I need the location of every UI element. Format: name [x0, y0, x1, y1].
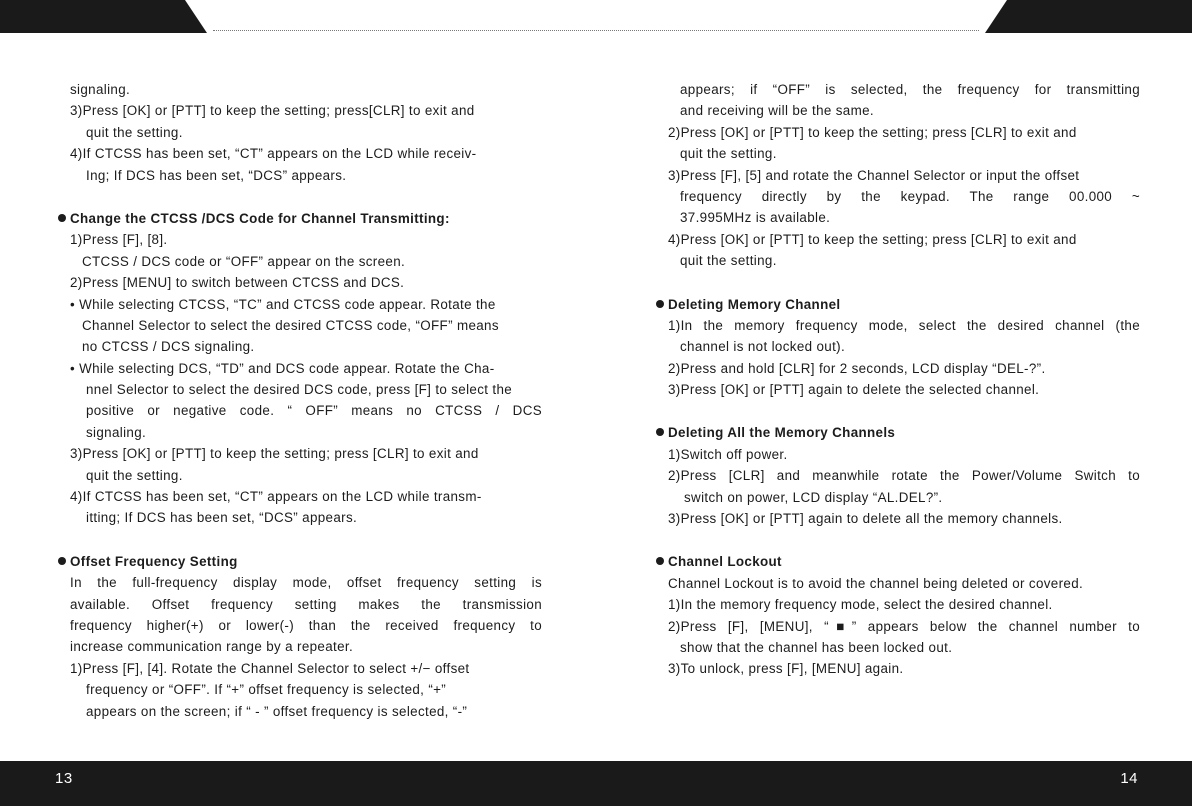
- text-line: In the full-frequency display mode, offset frequency setting is: [70, 575, 542, 591]
- text-line: 1)In the memory frequency mode, select the desired channel.: [668, 597, 1053, 613]
- right-page-column: [656, 79, 1142, 680]
- text-line: 37.995MHz is available.: [680, 210, 831, 226]
- text-line: available. Offset frequency setting makes the transmission: [70, 596, 542, 612]
- text-line: signaling.: [86, 424, 147, 440]
- text-line: quit the setting.: [86, 467, 183, 483]
- text-line: 4)Press [OK] or [PTT] to keep the setting; press [CLR] to exit and: [668, 231, 1077, 247]
- text-line: CTCSS / DCS code or “OFF” appear on the screen.: [82, 253, 406, 269]
- section-spacer: [656, 400, 1142, 422]
- section-spacer: [656, 529, 1142, 551]
- section-heading: Channel Lockout: [656, 551, 1142, 572]
- page-number-left: 13: [55, 770, 73, 787]
- dotted-rule: [213, 30, 979, 31]
- text-line: appears on the screen; if “ - ” offset frequency is selected, “-”: [86, 703, 468, 719]
- section-spacer: [656, 272, 1142, 294]
- text-line: positive or negative code. “ OFF” means no CTCSS / DCS: [86, 403, 542, 419]
- section-heading: Offset Frequency Setting: [58, 551, 544, 572]
- text-line: frequency higher(+) or lower(-) than the received frequency to: [70, 617, 542, 633]
- text-line: 1)Switch off power.: [668, 446, 788, 462]
- text-line: 1)Press [F], [8].: [70, 232, 168, 248]
- text-line: 3)Press [OK] or [PTT] to keep the setting; press [CLR] to exit and: [70, 446, 479, 462]
- text-line: 1)In the memory frequency mode, select the desired channel (the: [668, 317, 1140, 333]
- top-decorative-bar: [0, 0, 1192, 33]
- top-bar-notch: [185, 0, 1007, 33]
- text-line: Ing; If DCS has been set, “DCS” appears.: [86, 167, 347, 183]
- bottom-footer-bar: [0, 761, 1192, 806]
- text-line: no CTCSS / DCS signaling.: [82, 339, 255, 355]
- text-line: 4)If CTCSS has been set, “CT” appears on the LCD while receiv-: [70, 146, 477, 162]
- text-line: 2)Press [CLR] and meanwhile rotate the Power/Volume Switch to: [668, 468, 1140, 484]
- text-line: 3)Press [OK] or [PTT] again to delete all the memory channels.: [668, 511, 1063, 527]
- text-line: 3)Press [OK] or [PTT] to keep the setting; press[CLR] to exit and: [70, 103, 475, 119]
- text-line: Channel Selector to select the desired CTCSS code, “OFF” means: [82, 317, 499, 333]
- text-line: quit the setting.: [680, 146, 777, 162]
- section-heading: Change the CTCSS /DCS Code for Channel Transmitting:: [58, 208, 544, 229]
- section-heading: Deleting Memory Channel: [656, 294, 1142, 315]
- text-line: quit the setting.: [680, 253, 777, 269]
- text-line: signaling.: [70, 82, 131, 97]
- text-line: quit the setting.: [86, 124, 183, 140]
- text-line: show that the channel has been locked out.: [680, 639, 953, 655]
- text-line: • While selecting CTCSS, “TC” and CTCSS code appear. Rotate the: [70, 296, 496, 312]
- text-line: • While selecting DCS, “TD” and DCS code appear. Rotate the Cha-: [70, 360, 495, 376]
- text-line: Channel Lockout is to avoid the channel being deleted or covered.: [668, 575, 1084, 591]
- section-heading: Deleting All the Memory Channels: [656, 422, 1142, 443]
- section-spacer: [58, 186, 544, 208]
- text-line: 2)Press [OK] or [PTT] to keep the setting; press [CLR] to exit and: [668, 124, 1077, 140]
- text-line: itting; If DCS has been set, “DCS” appears.: [86, 510, 358, 526]
- text-line: 1)Press [F], [4]. Rotate the Channel Selector to select +/− offset: [70, 660, 470, 676]
- text-line: frequency directly by the keypad. The range 00.000 ~: [680, 188, 1140, 204]
- text-line: increase communication range by a repeater.: [70, 639, 354, 655]
- left-page-column: [58, 79, 544, 722]
- text-line: channel is not locked out).: [680, 339, 846, 355]
- text-line: 4)If CTCSS has been set, “CT” appears on the LCD while transm-: [70, 489, 482, 505]
- text-line: 3)Press [OK] or [PTT] again to delete the selected channel.: [668, 382, 1040, 398]
- text-line: 3)To unlock, press [F], [MENU] again.: [668, 661, 904, 677]
- section-spacer: [58, 529, 544, 551]
- page-number-right: 14: [1120, 770, 1138, 787]
- text-line: 2)Press and hold [CLR] for 2 seconds, LCD display “DEL-?”.: [668, 360, 1046, 376]
- text-line: 2)Press [MENU] to switch between CTCSS and DCS.: [70, 275, 405, 291]
- text-line: and receiving will be the same.: [680, 103, 874, 119]
- text-line: frequency or “OFF”. If “+” offset frequency is selected, “+”: [86, 682, 447, 698]
- text-line: appears; if “OFF” is selected, the frequency for transmitting: [680, 82, 1140, 97]
- text-line: switch on power, LCD display “AL.DEL?”.: [684, 489, 943, 505]
- text-line: nnel Selector to select the desired DCS code, press [F] to select the: [86, 382, 513, 398]
- text-line: 3)Press [F], [5] and rotate the Channel Selector or input the offset: [668, 167, 1080, 183]
- text-line: 2)Press [F], [MENU], “■” appears below the channel number to: [668, 618, 1140, 634]
